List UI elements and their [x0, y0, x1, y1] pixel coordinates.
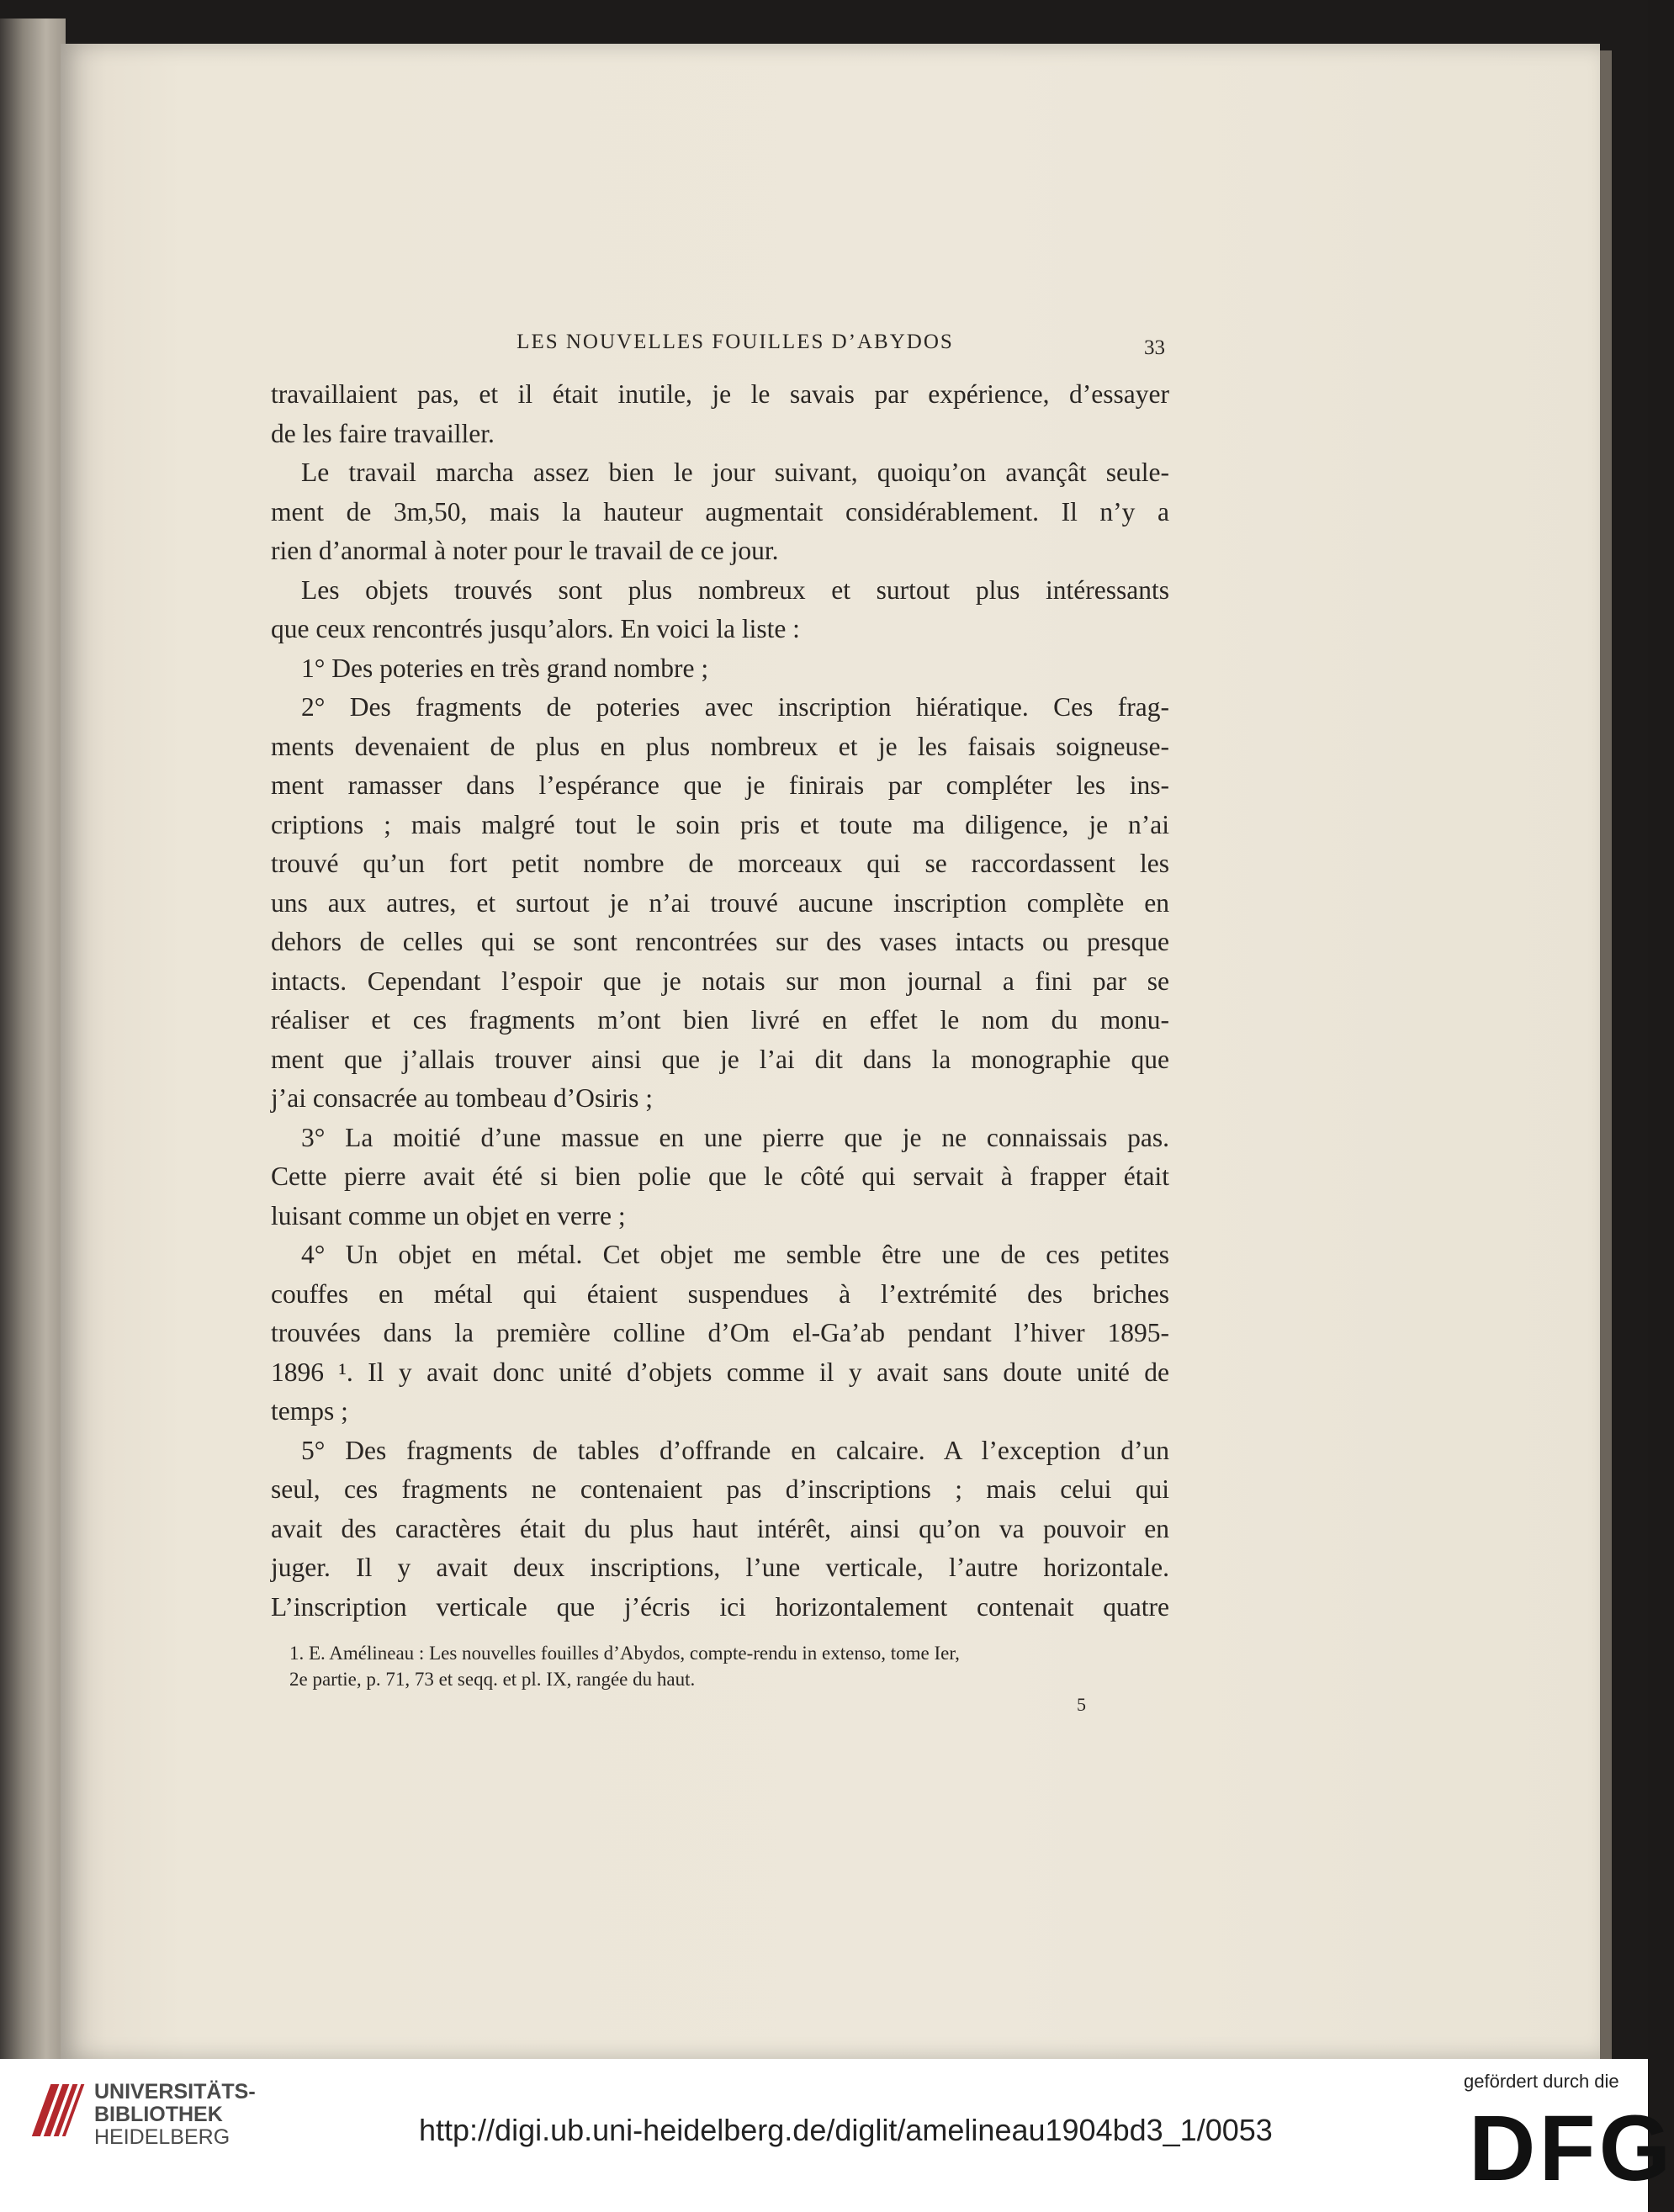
text-line: dehors de celles qui se sont rencontrées sur des vases intacts ou presque [271, 927, 1169, 956]
text-line: ment ramasser dans l’espérance que je finirais par compléter les ins- [271, 770, 1169, 800]
text-line: intacts. Cependant l’espoir que je notais sur mon journal a fini par se [271, 966, 1169, 996]
footnote [271, 1640, 1169, 1692]
text-line: temps ; [271, 1396, 348, 1426]
text-line: Le travail marcha assez bien le jour suivant, quoiqu’on avançât seule- [301, 458, 1169, 487]
text-line: ments devenaient de plus en plus nombreux et je les faisais soigneuse- [271, 731, 1169, 761]
text-line: couffes en métal qui étaient suspendues à l’extrémité des briches [271, 1278, 1169, 1309]
library-logo-icon[interactable] [34, 2076, 87, 2143]
page-number: 33 [1144, 336, 1165, 359]
library-name-line: UNIVERSITÄTS- [94, 2080, 256, 2104]
signature-mark: 5 [1077, 1694, 1086, 1715]
dfg-logo[interactable]: DFG [1469, 2097, 1674, 2200]
text-line: j’ai consacrée au tombeau d’Osiris ; [271, 1083, 653, 1113]
text-line: rien d’anormal à noter pour le travail de ce jour. [271, 536, 779, 565]
text-line: réaliser et ces fragments m’ont bien livré en effet le nom du monu- [271, 1005, 1169, 1035]
funding-label: gefördert durch die [1464, 2071, 1619, 2092]
running-head: LES NOUVELLES FOUILLES D’ABYDOS [517, 331, 954, 353]
text-line: travaillaient pas, et il était inutile, je le savais par expérience, d’essayer [271, 379, 1169, 409]
library-name-line: BIBLIOTHEK [94, 2103, 223, 2126]
text-line: trouvées dans la première colline d’Om el-Ga’ab pendant l’hiver 1895- [271, 1318, 1169, 1347]
footnote-line: 2e partie, p. 71, 73 et seqq. et pl. IX, rangée du haut. [289, 1669, 696, 1690]
text-line: 2° Des fragments de poteries avec inscription hiératique. Ces frag- [301, 692, 1169, 722]
body-text [271, 375, 1169, 1627]
text-line: criptions ; mais malgré tout le soin pris et toute ma diligence, je n’ai [271, 809, 1169, 839]
text-line: luisant comme un objet en verre ; [271, 1200, 626, 1230]
text-line: 1896 ¹. Il y avait donc unité d’objets comme il y avait sans doute unité de [271, 1357, 1169, 1387]
footnote-line: 1. E. Amélineau : Les nouvelles fouilles d’Abydos, compte-rendu in extenso, tome Ier, [289, 1643, 960, 1664]
text-line: avait des caractères était du plus haut intérêt, ainsi qu’on va pouvoir en [271, 1513, 1169, 1543]
library-name-line: HEIDELBERG [94, 2125, 230, 2149]
text-line: que ceux rencontrés jusqu’alors. En voici la liste : [271, 614, 800, 643]
text-line: Les objets trouvés sont plus nombreux et surtout plus intéressants [301, 574, 1169, 605]
text-line: L’inscription verticale que j’écris ici horizontalement contenait quatre [271, 1591, 1169, 1622]
text-line: juger. Il y avait deux inscriptions, l’une verticale, l’autre horizontale. [271, 1553, 1169, 1582]
library-name[interactable] [94, 2081, 256, 2149]
permalink-url[interactable]: http://digi.ub.uni-heidelberg.de/diglit/amelineau1904bd3_1/0053 [419, 2113, 1273, 2147]
text-line: 5° Des fragments de tables d’offrande en calcaire. A l’exception d’un [301, 1435, 1169, 1465]
text-line: 4° Un objet en métal. Cet objet me semble être une de ces petites [301, 1240, 1169, 1269]
text-line: 3° La moitié d’une massue en une pierre que je ne connaissais pas. [301, 1122, 1169, 1152]
text-line: ment que j’allais trouver ainsi que je l’ai dit dans la monographie que [271, 1044, 1169, 1074]
left-page-edge [0, 19, 66, 2059]
right-page-edge [1600, 50, 1612, 2059]
text-line: Cette pierre avait été si bien polie que le côté qui servait à frapper était [271, 1162, 1169, 1191]
text-line: ment de 3m,50, mais la hauteur augmentait considérablement. Il n’y a [271, 496, 1169, 527]
text-line: trouvé qu’un fort petit nombre de morceaux qui se raccordassent les [271, 849, 1169, 878]
text-line: 1° Des poteries en très grand nombre ; [301, 653, 709, 683]
text-line: uns aux autres, et surtout je n’ai trouvé aucune inscription complète en [271, 887, 1169, 918]
text-line: seul, ces fragments ne contenaient pas d’inscriptions ; mais celui qui [271, 1474, 1169, 1504]
text-line: de les faire travailler. [271, 418, 495, 448]
